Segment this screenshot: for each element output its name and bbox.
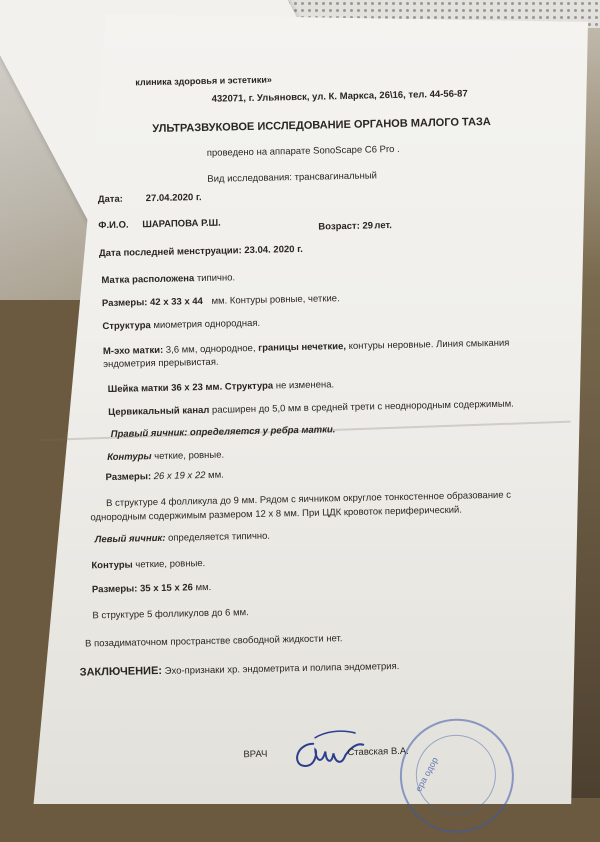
mecho-part2: границы нечеткие, (258, 341, 347, 354)
left-sizes-unit: мм. (195, 581, 212, 594)
device-info: проведено на аппарате SonoScape C6 Pro . (206, 143, 400, 159)
right-sizes-label: Размеры: (105, 471, 152, 484)
left-contours-label: Контуры (91, 559, 133, 572)
mecho-label: М-эхо матки: (102, 344, 164, 358)
document-title: УЛЬТРАЗВУКОВОЕ ИССЛЕДОВАНИЕ ОРГАНОВ МАЛОГО ТАЗА (152, 115, 491, 136)
cervix-label: Шейка матки 36 х 23 мм. Структура (107, 380, 274, 396)
clinic-address: 432071, г. Ульяновск, ул. К. Маркса, 26\16, тел. 44-56-87 (211, 88, 468, 105)
clinic-stamp (399, 718, 515, 834)
left-ovary-label: Левый яичник: (94, 532, 166, 546)
left-sizes-value: 35 х 15 х 26 (139, 582, 193, 595)
structure-value: миометрия однородная. (153, 317, 261, 332)
right-structure-line1: В структуре 4 фолликула до 9 мм. Рядом с яичником округлое тонкостенное образование с (106, 489, 512, 510)
last-menstruation: Дата последней менструации: 23.04. 2020 г. (98, 243, 303, 260)
right-sizes-unit: мм. (207, 469, 224, 481)
mecho-part1: 3,6 мм, однородное, (165, 342, 256, 356)
right-contours-label: Контуры (107, 451, 152, 464)
mecho-line2: эндометрия прерывистая. (103, 356, 219, 371)
exam-type: Вид исследования: трансвагинальный (207, 170, 378, 185)
date-label: Дата: (97, 193, 124, 206)
age-label: Возраст: 29 (318, 220, 374, 233)
name-label: Ф.И.О. (98, 219, 129, 232)
right-ovary: Правый яичник: определяется у ребра матки. (110, 424, 336, 440)
right-structure-line2: однородным содержимым размером 12 х 8 мм. При ЦДК кровоток периферический. (90, 504, 463, 524)
uterus-sizes-value: 42 х 33 х 44 (149, 296, 204, 309)
mecho-part3: контуры неровные. Линия смыкания (348, 337, 510, 352)
conclusion-label: ЗАКЛЮЧЕНИЕ: (79, 664, 163, 679)
clinic-name: клиника здоровья и эстетики» (135, 74, 272, 88)
right-contours-value: четкие, ровные. (154, 449, 225, 463)
left-structure: В структуре 5 фолликулов до 6 мм. (92, 607, 249, 622)
uterus-label: Матка расположена (101, 273, 195, 287)
date-value: 27.04.2020 г. (145, 192, 202, 205)
age-unit: лет. (374, 220, 393, 232)
canal-value: расширен до 5,0 мм в средней трети с неоднородным содержимым. (211, 398, 514, 416)
left-sizes-label: Размеры: (91, 583, 138, 596)
right-sizes-value: 26 х 19 х 22 (153, 469, 206, 483)
retrouterine-space: В позадиматочном пространстве свободной жидкости нет. (84, 633, 343, 650)
stamp-text: ера одор (413, 755, 441, 794)
uterus-sizes-label: Размеры: (101, 297, 148, 310)
structure-label: Структура (102, 320, 151, 333)
patient-name: ШАРАПОВА Р.Ш. (142, 217, 221, 231)
cervix-value: не изменена. (275, 379, 335, 392)
left-ovary-value: определяется типично. (167, 530, 271, 544)
uterus-sizes-rest: мм. Контуры ровные, четкие. (211, 293, 340, 307)
uterus-value: типично. (196, 272, 236, 285)
doctor-label: ВРАЧ (243, 748, 268, 761)
conclusion-value: Эхо-признаки хр. эндометрита и полипа эндометрия. (164, 660, 400, 677)
doctor-name: Ставская В.А. (347, 745, 409, 759)
left-contours-value: четкие, ровные. (135, 558, 206, 571)
canal-label: Цервикальный канал (108, 404, 210, 419)
